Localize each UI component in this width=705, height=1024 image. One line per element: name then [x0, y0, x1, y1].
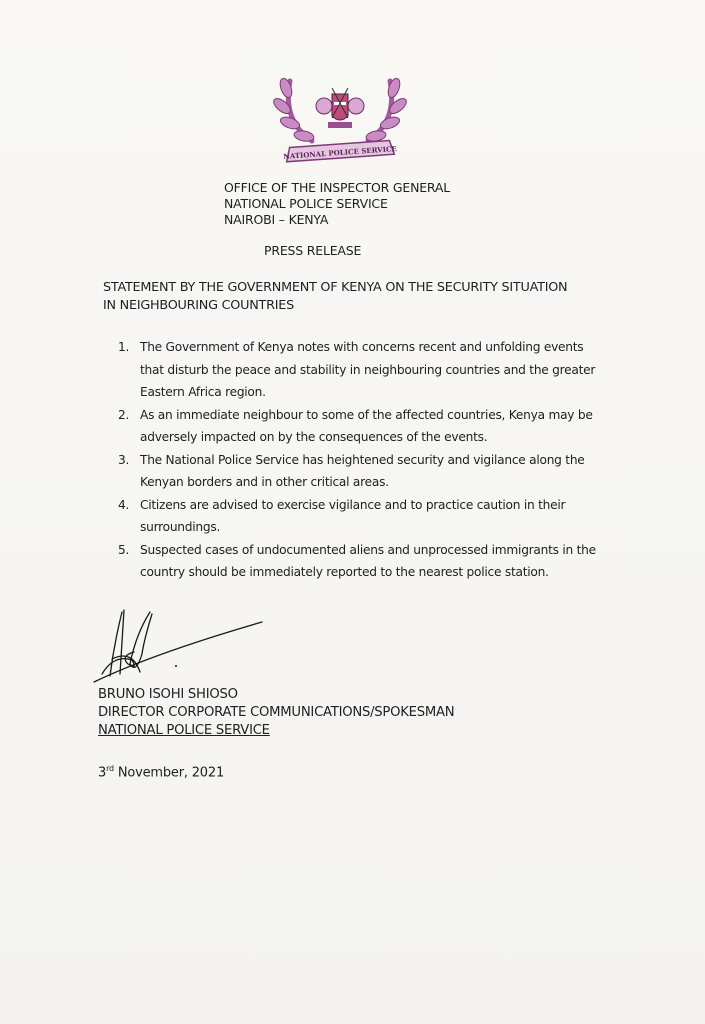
item-number: 5.: [118, 542, 130, 557]
date-rest: November, 2021: [113, 765, 225, 781]
header-line-service: NATIONAL POLICE SERVICE: [224, 196, 388, 211]
item-number: 1.: [118, 340, 130, 354]
coat-of-arms-icon: [316, 88, 364, 128]
item-text: Suspected cases of undocumented aliens and unprocessed immigrants in the country should be immediately reported to the nearest police station.: [140, 542, 596, 579]
item-text: Citizens are advised to exercise vigilance and to practice caution in their surroundings.: [140, 497, 566, 534]
list-item: [118, 494, 598, 539]
item-text: The National Police Service has heightened security and vigilance along the Kenyan borders and in other critical areas.: [140, 452, 585, 489]
title-line-2: IN NEIGHBOURING COUNTRIES: [103, 298, 294, 313]
signatory-organization: NATIONAL POLICE SERVICE: [98, 723, 270, 738]
date-day: 3: [98, 765, 107, 781]
office-header: [224, 180, 450, 228]
statement-title: [103, 279, 603, 315]
list-item: [118, 449, 598, 494]
item-number: 2.: [118, 407, 130, 422]
statement-list: [118, 336, 598, 584]
press-release-label: PRESS RELEASE: [264, 243, 362, 258]
item-text: The Government of Kenya notes with concerns recent and unfolding events that disturb the peace and stability in neighbouring countries and the greater Eastern Africa region.: [140, 340, 596, 399]
item-text: As an immediate neighbour to some of the affected countries, Kenya may be adversely impacted on by the consequences of the events.: [140, 407, 593, 444]
signatory-position: DIRECTOR CORPORATE COMMUNICATIONS/SPOKESMAN: [98, 705, 455, 720]
logo-banner-text: NATIONAL POLICE SERVICE: [283, 144, 398, 161]
release-date: [98, 764, 224, 780]
list-item: [118, 336, 598, 404]
title-line-1: STATEMENT BY THE GOVERNMENT OF KENYA ON THE SECURITY SITUATION: [103, 280, 568, 295]
list-item: [118, 539, 598, 584]
date-suffix: rd: [106, 764, 114, 773]
list-item: [118, 404, 598, 449]
signatory-block: [98, 686, 454, 740]
header-line-location: NAIROBI – KENYA: [224, 212, 329, 227]
header-line-office: OFFICE OF THE INSPECTOR GENERAL: [224, 180, 451, 195]
police-emblem-logo: [272, 66, 408, 166]
item-number: 4.: [118, 497, 130, 512]
item-number: 3.: [118, 452, 130, 467]
signatory-name: BRUNO ISOHI SHIOSO: [98, 687, 238, 702]
signature-icon: [92, 604, 272, 684]
